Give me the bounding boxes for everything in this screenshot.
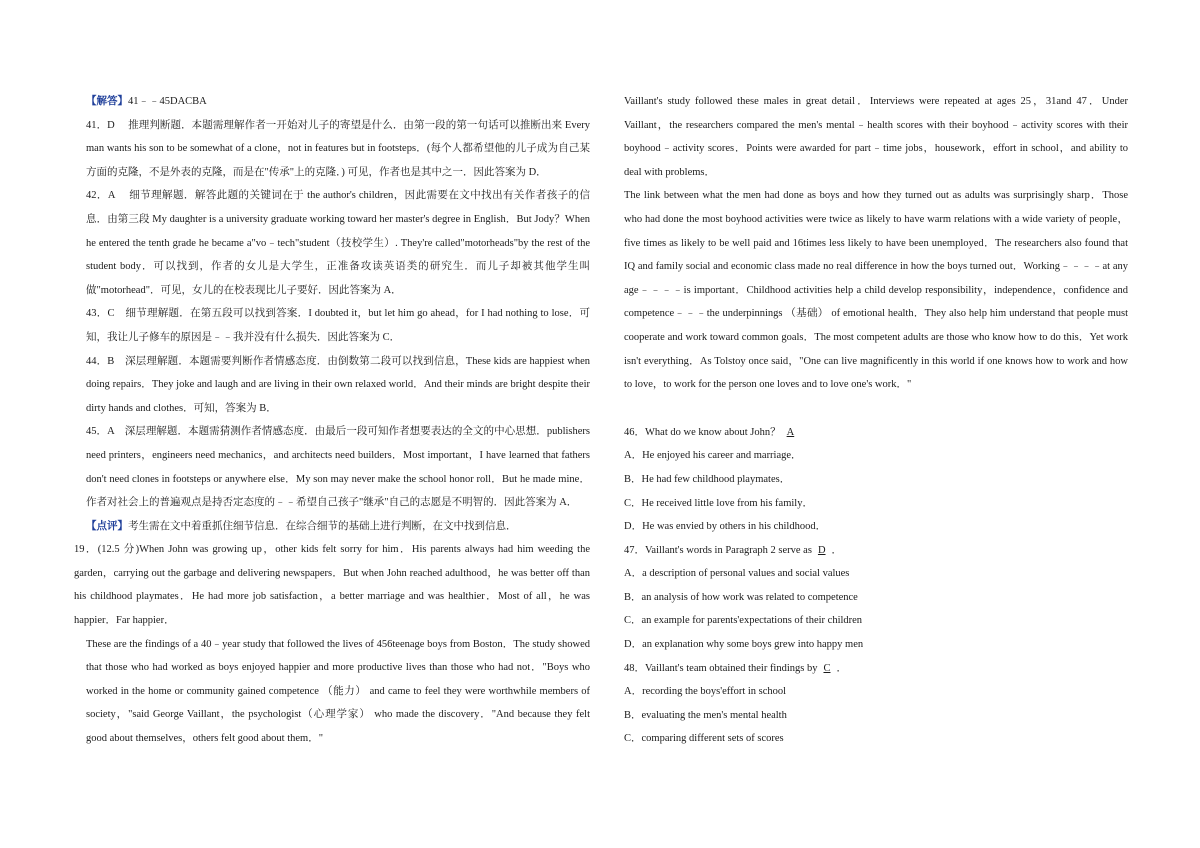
option-b: B．He had few childhood playmates． <box>624 473 791 485</box>
answer-explanation-43: 43．C 细节理解题．在第五段可以找到答案．I doubted it，but let him go ahead，for I had nothing to lose．可知，我让儿子修车的原因是﹣﹣我并没有什么损失．因此答案为 C． <box>86 308 590 343</box>
passage-paragraph: When John was growing up，other kids felt sorry for him．His parents always had him weeding the garden，carrying out the garbage and delivering newspapers．But when John reached adulthood，he was better off than his childhood playmates．He had more job satisfaction，a better marriage and was healthier．Most of all，he was happier．Far happier． <box>74 544 590 627</box>
answer-key-line <box>86 90 590 114</box>
question-19-paragraph-1 <box>74 538 590 632</box>
option-c: C．He received little love from his family． <box>624 497 813 509</box>
option-a: A．He enjoyed his career and marriage． <box>624 450 802 462</box>
option-b: B．an analysis of how work was related to competence <box>624 591 858 603</box>
question-47 <box>624 539 1128 657</box>
question-48 <box>624 657 1128 751</box>
question-46 <box>624 421 1128 539</box>
option-c: C．an example for parents'expectations of their children <box>624 615 863 627</box>
option-d: D．He was envied by others in his childhood． <box>624 521 827 533</box>
right-column <box>624 90 1128 751</box>
question-stem <box>624 657 1128 681</box>
comment-text: 考生需在文中着重抓住细节信息．在综合细节的基础上进行判断，在文中找到信息． <box>128 520 517 532</box>
option-d: D．an explanation why some boys grew into happy men <box>624 639 864 651</box>
answer-explanation-42: 42．A 细节理解题．解答此题的关键词在于 the author's children，因此需要在文中找出有关作者孩子的信息．由第三段 My daughter is a university graduate working toward her master's degree in English．But Jody？When he entered the tenth grade he became a"vo﹣tech"student（技校学生）. They're called"motorheads"by the rest of the student body．可以找到，作者的女儿是大学生，正准备攻读英语类的研究生．而儿子却被其他学生叫做"motorhead"．可见，女儿的在校表现比儿子要好．因此答案为 A． <box>86 190 590 296</box>
question-19-paragraph-2: These are the findings of a 40﹣year study that followed the lives of 456teenage boys from Boston．The study showed that those who had worked as boys enjoyed happier and more productive lives than those who had not．"Boys who worked in the home or community gained competence （能力） and came to feel they were worthwhile members of society，"said George Vaillant，the psychologist（心理学家） who made the discovery．"And because they felt good about themselves，others felt good about them．" <box>86 638 590 745</box>
answer-explanation-45: 45．A 深层理解题．本题需猜测作者情感态度．由最后一段可知作者想要表达的全文的中心思想．publishers need printers，engineers need mechanics，and architects need builders．Most important，I have learned that fathers don't need clones in footsteps or anywhere else．My son may never make the school honor roll．But he made mine．作者对社会上的普遍观点是持否定态度的﹣﹣希望自己孩子"继承"自己的志愿是不明智的．因此答案为 A． <box>86 426 590 509</box>
left-column <box>74 90 590 751</box>
question-text: 47．Vaillant's words in Paragraph 2 serve as <box>624 544 812 556</box>
question-stem <box>624 539 1128 563</box>
question-stem <box>624 421 1128 445</box>
answer-blank: C <box>823 662 831 674</box>
answer-tag: 【解答】 <box>86 96 128 107</box>
option-a: A．a description of personal values and social values <box>624 568 850 580</box>
comment-tag: 【点评】 <box>86 520 128 532</box>
answer-blank: D <box>817 544 826 556</box>
option-a: A．recording the boys'effort in school <box>624 686 787 698</box>
spacer <box>624 397 1128 421</box>
option-c: C．comparing different sets of scores <box>624 733 784 745</box>
answer-blank: A <box>786 426 795 438</box>
answer-explanation-41: 41．D 推理判断题．本题需理解作者一开始对儿子的寄望是什么．由第一段的第一句话可以推断出来 Every man wants his son to be somewhat of a clone，not in features but in footsteps．(每个人都希望他的儿子成为自己某方面的克隆，不是外表的克隆，而是在"传承"上的克隆．) 可见，作者也是其中之一．因此答案为 D． <box>86 119 590 178</box>
question-text: 48．Vaillant's team obtained their findings by <box>624 662 818 674</box>
option-b: B．evaluating the men's mental health <box>624 709 787 721</box>
passage-paragraph-4: The link between what the men had done as boys and how they turned out as adults was surprisingly sharp．Those who had done the most boyhood activities were twice as likely to have warm relations with a wide variety of people，five times as likely to be well paid and 16times less likely to have been unemployed．The researchers also found that IQ and family social and economic class made no real difference in how the boys turned out．Working﹣﹣﹣﹣at any age﹣﹣﹣﹣is important．Childhood activities help a child develop responsibility，independence，confidence and competence﹣﹣﹣the underpinnings （基础） of emotional health．They also help him understand that people must cooperate and work toward common goals．The most competent adults are those who know how to do this．Yet work isn't everything．As Tolstoy once said，"One can live magnificently in this world if one knows how to work and how to love，to work for the person one loves and to love one's work．" <box>624 190 1128 391</box>
question-19-label: 19．(12.5 分) <box>74 544 140 556</box>
answer-key: 41﹣﹣45DACBA <box>128 96 207 107</box>
question-end: ． <box>831 544 843 556</box>
question-text: 46．What do we know about John？ <box>624 426 781 438</box>
answer-explanation-44: 44．B 深层理解题．本题需要判断作者情感态度．由倒数第二段可以找到信息，These kids are happiest when doing repairs．They joke and laugh and are living in their own relaxed world．And their minds are bright despite their dirty hands and clothes．可知，答案为 B． <box>86 355 590 414</box>
passage-paragraph-3: Vaillant's study followed these males in great detail．Interviews were repeated at ages 25，31and 47．Under Vaillant，the researchers compared the men's mental﹣health scores with their boyhood﹣activity scores with their boyhood﹣activity scores．Points were awarded for part﹣time jobs，housework，effort in school，and ability to deal with problems． <box>624 96 1128 178</box>
question-end: ． <box>836 662 847 674</box>
comment-line <box>86 515 590 539</box>
